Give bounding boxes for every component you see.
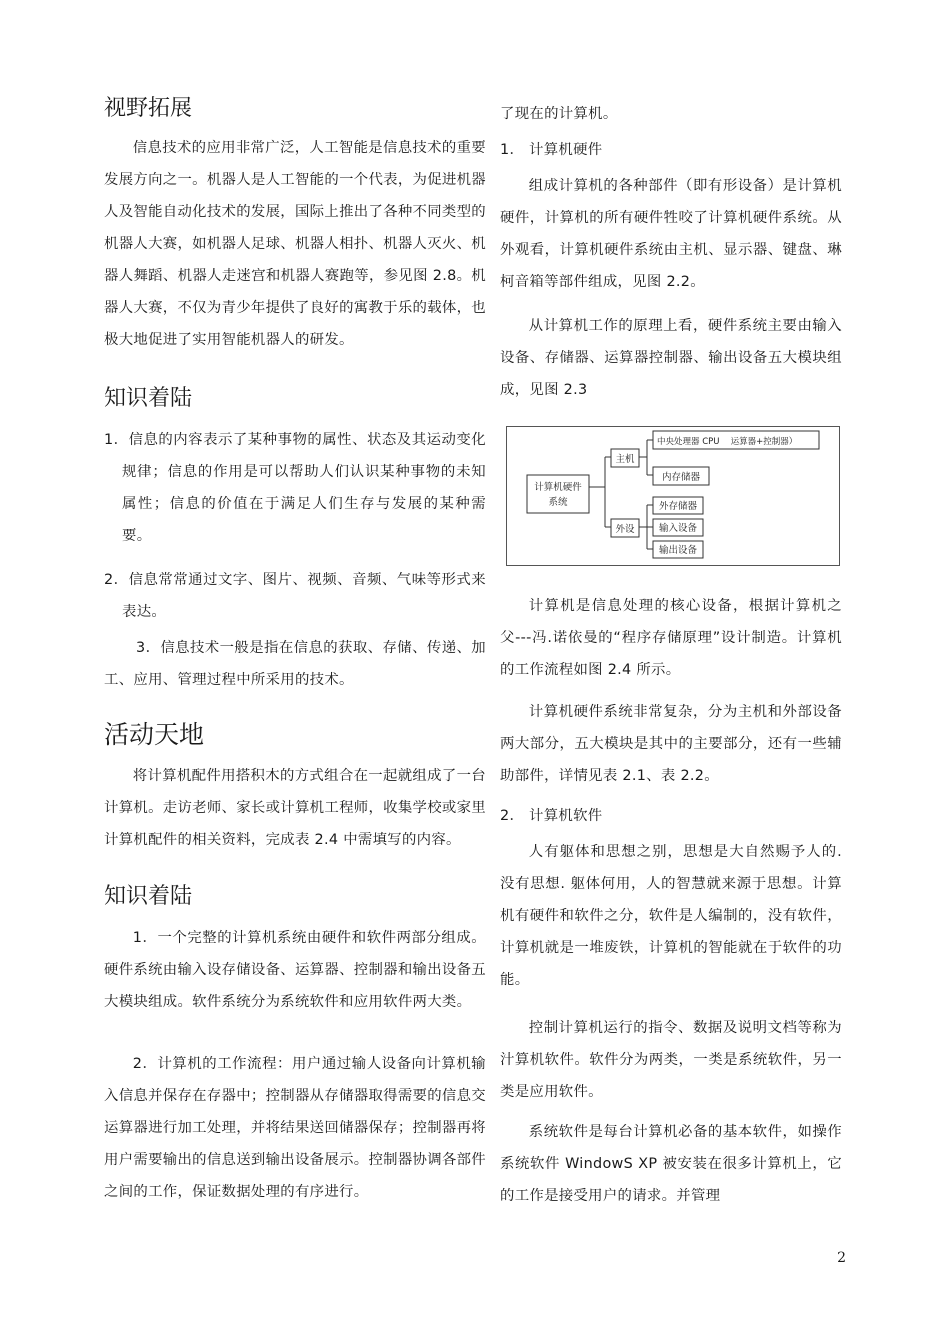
heading-knowledge-1: 知识着陆 xyxy=(104,386,193,411)
para-workflow: 2．计算机的工作流程：用户通过输人设备向计算机输入信息并保存在存器中；控制器从存储器取得需要的信息交运算器进行加工处理，并将结果送回储器保存；控制器再将用户需要输出的信息送到输出设备展示。控制器协调各部件之间的工作，保证数据处理的有序进行。 xyxy=(104,1056,486,1200)
para-core: 计算机是信息处理的核心设备，根据计算机之父---冯.诺依曼的“程序存储原理”设计制造。计算机的工作流程如图 2.4 所示。 xyxy=(500,598,842,678)
right-line0: 了现在的计算机。 xyxy=(500,106,618,122)
para-system: 1．一个完整的计算机系统由硬件和软件两部分组成。硬件系统由输入设存储设备、运算器、控制器和输出设备五大模块组成。软件系统分为系统软件和应用软件两大类。 xyxy=(104,930,486,1010)
para-hardware: 组成计算机的各种部件（即有形设备）是计算机硬件，计算机的所有硬件牲咬了计算机硬件系统。从外观看，计算机硬件系统由主机、显示器、键盘、琳柯音箱等部件组成，见图 2.2。 xyxy=(500,178,842,290)
diagram-cpu-label: 中央处理器 CPU 运算器+控制器） xyxy=(657,437,798,447)
heading-vision: 视野拓展 xyxy=(104,96,193,121)
diagram-host-label: 主机 xyxy=(615,454,635,465)
diagram-external-storage-label: 外存储器 xyxy=(658,501,698,512)
heading-activity: 活动天地 xyxy=(104,720,205,749)
para-software-def: 控制计算机运行的指令、数据及说明文档等称为汁算机软件。软件分为两类，一类是系统软件，另一类是应用软件。 xyxy=(500,1020,842,1100)
hardware-diagram xyxy=(506,426,840,566)
section-software: 2． 计算机软件 xyxy=(500,808,603,824)
diagram-peripheral-label: 外设 xyxy=(615,524,635,535)
page-number: 2 xyxy=(837,1250,846,1266)
diagram-output-label: 输出设备 xyxy=(658,545,698,556)
knowledge-item-2: 2．信息常常通过文字、图片、视频、音频、气味等形式来表达。 xyxy=(104,572,486,620)
para-complex: 计算机硬件系统非常复杂，分为主机和外部设备两大部分，五大模块是其中的主要部分，还有一些辅助部件，详情见表 2.1、表 2.2。 xyxy=(500,704,842,784)
para-system-software: 系统软件是每台计算机必备的基本软件，如操作系统软件 WindowS XP 被安装在很多计算机上，它的工作是接受用户的请求。并管理 xyxy=(500,1124,842,1204)
para-thought: 人有躯体和思想之别，思想是大自然赐予人的. 没有思想. 躯体何用，人的智慧就来源于思想。计算机有硬件和软件之分，软件是人编制的，没有软件，计算机就是一堆废铁，计算机的智能就在于软件的功能。 xyxy=(500,844,842,988)
diagram-input-label: 输入设备 xyxy=(658,523,698,534)
para-vision: 信息技术的应用非常广泛，人工智能是信息技术的重要发展方向之一。机器人是人工智能的一个代表，为促进机器人及智能自动化技术的发展，国际上推出了各种不同类型的机器人大赛，如机器人足球、机器人相扑、机器人灭火、机器人舞蹈、机器人走迷宫和机器人赛跑等，参见图 2.8。机器人大赛，不仅为青少年提供了良好的寓教于乐的载体，也极大地促进了实用智能机器人的研发。 xyxy=(104,140,486,348)
diagram-root-label-1: 计算机硬件 xyxy=(534,482,582,493)
heading-knowledge-2: 知识着陆 xyxy=(104,884,193,909)
diagram-memory-label: 内存储器 xyxy=(661,472,701,483)
diagram-root-label-2: 系统 xyxy=(548,497,568,508)
knowledge-item-3: 3．信息技术一般是指在信息的获取、存储、传递、加工、应用、管理过程中所采用的技术。 xyxy=(104,640,486,688)
para-principle: 从计算机工作的原理上看，硬件系统主要由输入设备、存储器、运算器控制器、输出设备五大模块组成，见图 2.3 xyxy=(500,318,842,398)
hardware-diagram-svg xyxy=(507,427,839,565)
section-hardware: 1． 计算机硬件 xyxy=(500,142,603,158)
para-activity: 将计算机配件用搭积木的方式组合在一起就组成了一台计算机。走访老师、家长或计算机工程师，收集学校或家里计算机配件的相关资料，完成表 2.4 中需填写的内容。 xyxy=(104,768,486,848)
knowledge-item-1: 1．信息的内容表示了某种事物的属性、状态及其运动变化规律；信息的作用是可以帮助人们认识某种事物的未知属性；信息的价值在于满足人们生存与发展的某种需要。 xyxy=(104,432,486,544)
